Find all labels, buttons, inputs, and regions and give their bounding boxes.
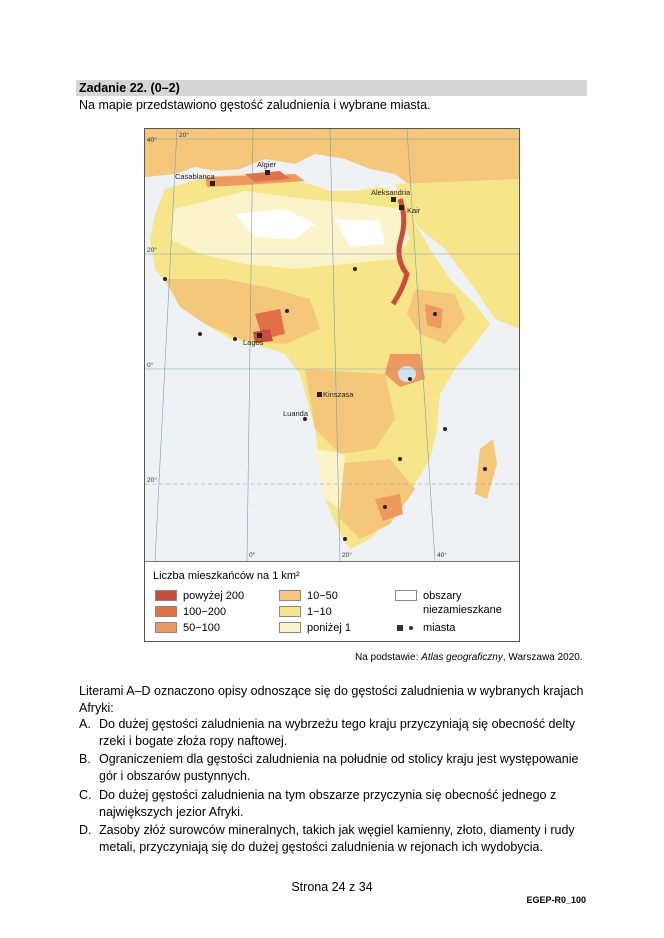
square-marker-icon (397, 625, 403, 631)
city-marker (391, 197, 396, 202)
legend-swatch (155, 590, 177, 601)
lat-label: 20° (147, 477, 157, 484)
task-title: Zadanie 22. (0–2) (76, 80, 587, 96)
city-marker (317, 392, 322, 397)
source-note: Na podstawie: Atlas geograficzny, Warszawa 2020. (355, 652, 583, 663)
city-marker (399, 205, 404, 210)
city-marker (210, 181, 215, 186)
legend-title: Liczba mieszkańców na 1 km² (153, 570, 300, 582)
lon-label: 40° (437, 552, 447, 559)
legend-swatch (155, 622, 177, 633)
lon-label: 20° (342, 552, 352, 559)
city-label: Luanda (283, 409, 309, 418)
map-legend: Liczba mieszkańców na 1 km² powyżej 200 100−200 50−100 10−50 1−10 poniżej 1 obszary niezamieszkane miasta (145, 561, 519, 642)
city-label: Kair (407, 206, 421, 215)
lat-label: 0° (147, 362, 154, 369)
city-label: Kinszasa (323, 390, 354, 399)
lake-victoria (398, 366, 416, 382)
africa-map (145, 129, 519, 561)
population-density-map (144, 128, 520, 642)
task-intro: Na mapie przedstawiono gęstość zaludnienia i wybrane miasta. (79, 98, 431, 112)
exam-code: EGEP-R0_100 (526, 895, 586, 905)
legend-swatch (279, 606, 301, 617)
lon-label: 0° (249, 552, 256, 559)
question-text: Literami A–D oznaczono opisy odnoszące się do gęstości zaludnienia w wybranych krajach Afryki: (79, 684, 584, 715)
lat-label: 20° (147, 247, 157, 254)
page-number: Strona 24 z 34 (291, 880, 373, 894)
city-label: Algier (257, 160, 277, 169)
lat-label: 40° (147, 137, 157, 144)
city-marker (265, 170, 270, 175)
legend-swatch (279, 590, 301, 601)
city-label: Casablanca (175, 172, 215, 181)
legend-swatch (279, 622, 301, 633)
legend-swatch (395, 590, 417, 601)
lon-label: 20° (179, 132, 189, 139)
legend-swatch (155, 606, 177, 617)
dot-marker-icon (409, 626, 413, 630)
city-label: Aleksandria (371, 188, 411, 197)
city-label: Lagos (243, 338, 264, 347)
